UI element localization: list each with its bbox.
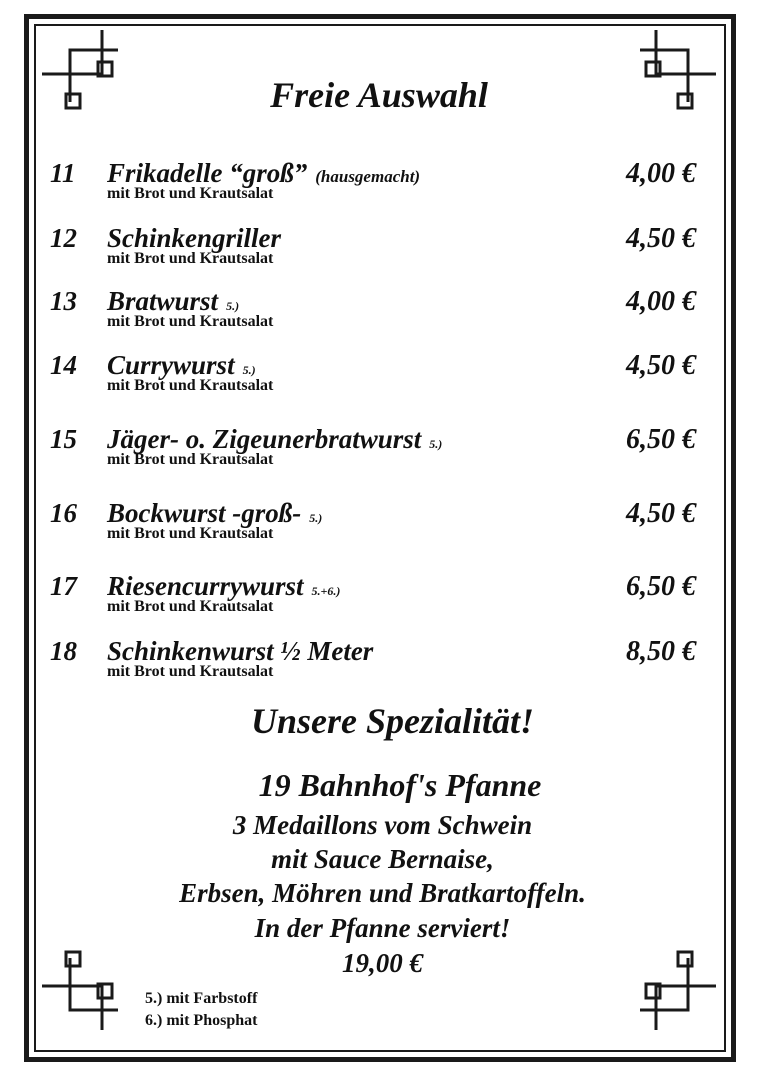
item-price: 4,50 €: [626, 350, 696, 381]
item-subtitle: mit Brot und Krautsalat: [107, 185, 274, 202]
item-number: 16: [50, 498, 77, 528]
item-number: 12: [50, 223, 77, 253]
item-subtitle: mit Brot und Krautsalat: [107, 313, 274, 330]
item-name: Bratwurst 5.): [107, 286, 240, 316]
item-number: 17: [50, 571, 77, 601]
item-price: 6,50 €: [626, 571, 696, 602]
item-note: 5.): [226, 299, 240, 313]
item-subtitle: mit Brot und Krautsalat: [107, 377, 274, 394]
specialty-name: 19 Bahnhof's Pfanne: [258, 767, 542, 803]
item-note: 5.): [242, 363, 256, 377]
item-name: Bockwurst -groß- 5.): [107, 498, 323, 528]
item-note: 5.): [309, 511, 323, 525]
item-number: 14: [50, 350, 77, 380]
footnote: 6.) mit Phosphat: [145, 1012, 258, 1029]
item-price: 4,00 €: [626, 158, 696, 189]
specialty-line: mit Sauce Bernaise,: [271, 844, 494, 874]
specialty-line: Erbsen, Möhren und Bratkartoffeln.: [179, 878, 586, 908]
item-name: Schinkenwurst ½ Meter: [107, 636, 374, 666]
item-name: Frikadelle “groß” (hausgemacht): [107, 158, 421, 188]
specialty-price: 19,00 €: [342, 948, 423, 978]
item-name: Currywurst 5.): [107, 350, 256, 380]
item-price: 6,50 €: [626, 424, 696, 455]
item-subtitle: mit Brot und Krautsalat: [107, 451, 274, 468]
item-price: 4,50 €: [626, 223, 696, 254]
item-price: 4,50 €: [626, 498, 696, 529]
specialty-heading: Unsere Spezialität!: [250, 701, 535, 741]
item-subtitle: mit Brot und Krautsalat: [107, 525, 274, 542]
footnote: 5.) mit Farbstoff: [145, 990, 258, 1007]
item-note: 5.): [429, 437, 443, 451]
specialty-line: 3 Medaillons vom Schwein: [232, 810, 533, 840]
specialty-line: In der Pfanne serviert!: [254, 913, 511, 943]
item-subtitle: mit Brot und Krautsalat: [107, 663, 274, 680]
item-note: 5.+6.): [311, 584, 341, 598]
item-name: Schinkengriller: [107, 223, 282, 253]
item-price: 8,50 €: [626, 636, 696, 667]
item-number: 13: [50, 286, 77, 316]
menu-title: Freie Auswahl: [270, 75, 488, 115]
item-number: 18: [50, 636, 77, 666]
item-note: (hausgemacht): [315, 167, 421, 186]
item-name: Riesencurrywurst 5.+6.): [107, 571, 341, 601]
item-subtitle: mit Brot und Krautsalat: [107, 598, 274, 615]
item-name: Jäger- o. Zigeunerbratwurst 5.): [107, 424, 443, 454]
item-price: 4,00 €: [626, 286, 696, 317]
item-number: 11: [50, 158, 76, 188]
item-subtitle: mit Brot und Krautsalat: [107, 250, 274, 267]
item-number: 15: [50, 424, 77, 454]
